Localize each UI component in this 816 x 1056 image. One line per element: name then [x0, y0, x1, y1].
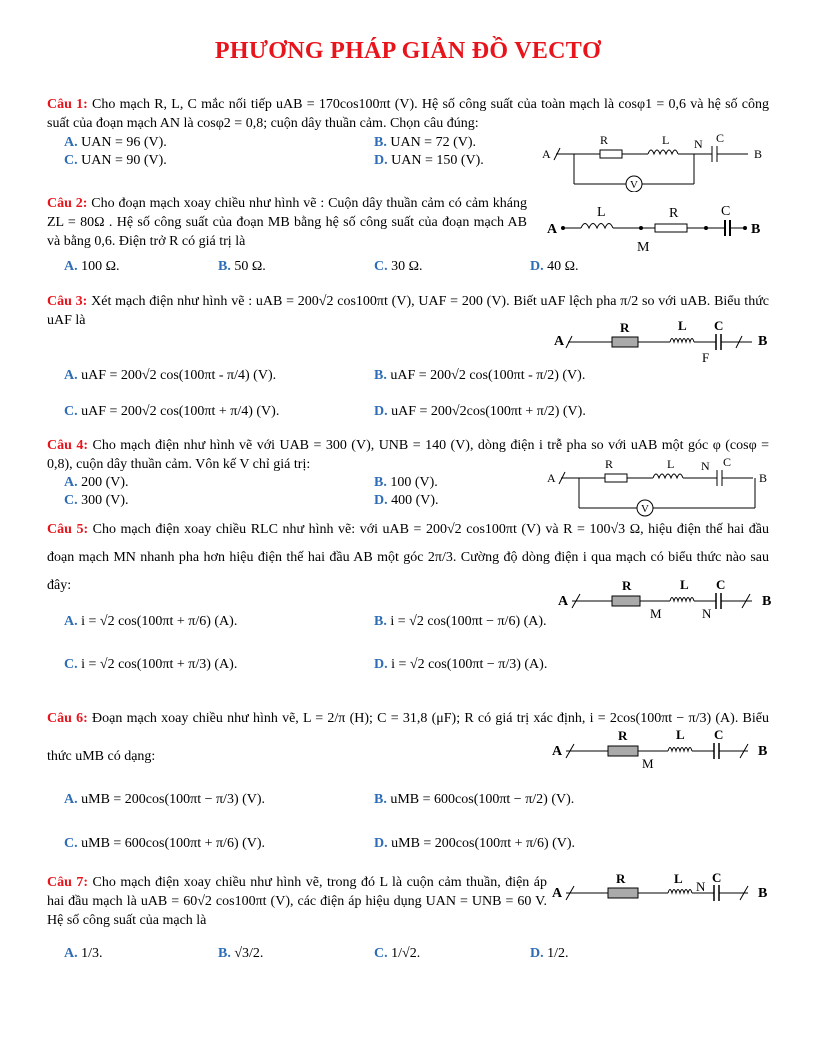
option-letter: D. — [374, 657, 388, 672]
option-text: uAF = 200√2 cos(100πt - π/2) (V). — [386, 368, 586, 383]
capacitor-label: C — [714, 728, 724, 742]
node-label-m: M — [642, 756, 654, 771]
option-text: uMB = 200cos(100πt − π/3) (V). — [77, 792, 266, 807]
question-1-label: Câu 1: — [47, 97, 88, 112]
resistor-label: R — [622, 578, 632, 593]
q1-option-a[interactable] — [64, 133, 167, 152]
option-text: uMB = 200cos(100πt + π/6) (V). — [387, 836, 576, 851]
question-3-text: Xét mạch điện như hình vẽ : uAB = 200√2 cos100πt (V), UAF = 200 (V). Biết uAF lệch pha π/2 so với uAB. Biểu thức uAF là — [47, 294, 769, 328]
question-6-label: Câu 6: — [47, 711, 88, 726]
question-5-label: Câu 5: — [47, 522, 89, 537]
option-letter: D. — [374, 153, 388, 168]
option-letter: D. — [374, 493, 388, 508]
option-letter: B. — [218, 946, 231, 961]
option-text: i = √2 cos(100πt − π/3) (A). — [387, 657, 548, 672]
question-2-label: Câu 2: — [47, 196, 88, 211]
option-text: 40 Ω. — [543, 259, 579, 274]
inductor-icon — [670, 339, 694, 343]
resistor-label: R — [605, 457, 614, 471]
q3-option-c[interactable] — [64, 402, 279, 421]
inductor-label: L — [597, 205, 606, 220]
q1-option-b[interactable] — [374, 133, 476, 152]
option-text: UAN = 90 (V). — [77, 153, 167, 168]
q2-option-a[interactable] — [64, 257, 120, 276]
option-letter: C. — [64, 836, 78, 851]
option-letter: B. — [374, 614, 387, 629]
resistor-icon — [605, 474, 627, 482]
q5-option-c[interactable] — [64, 655, 237, 674]
resistor-icon — [608, 888, 638, 898]
q7-option-a[interactable] — [64, 944, 103, 963]
inductor-icon — [670, 598, 694, 602]
q2-option-d[interactable] — [530, 257, 579, 276]
circuit-diagram-q4 — [545, 456, 775, 520]
option-text: i = √2 cos(100πt + π/3) (A). — [77, 657, 238, 672]
option-text: uAF = 200√2 cos(100πt + π/4) (V). — [77, 404, 280, 419]
node-label-a: A — [552, 744, 563, 759]
node-label-b: B — [762, 594, 772, 609]
node-label-b: B — [758, 886, 768, 901]
option-text: i = √2 cos(100πt − π/6) (A). — [386, 614, 547, 629]
question-7 — [47, 873, 547, 930]
voltmeter-label: V — [630, 179, 638, 191]
option-text: uMB = 600cos(100πt + π/6) (V). — [77, 836, 266, 851]
option-text: UAN = 96 (V). — [77, 135, 167, 150]
capacitor-label: C — [716, 132, 725, 145]
circuit-diagram-q5 — [556, 578, 776, 624]
option-letter: A. — [64, 368, 78, 383]
node-label-n: N — [701, 459, 710, 473]
q4-option-a[interactable] — [64, 473, 129, 492]
inductor-label: L — [667, 457, 675, 471]
voltmeter-label: V — [641, 503, 649, 515]
inductor-label: L — [674, 871, 683, 886]
q1-option-c[interactable] — [64, 151, 167, 170]
node-label-n: N — [702, 606, 712, 621]
circuit-diagram-q3 — [552, 318, 774, 368]
resistor-icon — [612, 596, 640, 606]
resistor-label: R — [600, 133, 609, 147]
node-label-a: A — [542, 147, 551, 161]
option-letter: C. — [374, 946, 388, 961]
q4-option-d[interactable] — [374, 491, 439, 510]
node-label-m: M — [637, 240, 650, 255]
node-label-f: F — [702, 350, 710, 365]
q5-option-b[interactable] — [374, 612, 547, 631]
option-text: i = √2 cos(100πt + π/6) (A). — [77, 614, 238, 629]
q7-option-b[interactable] — [218, 944, 263, 963]
q1-option-d[interactable] — [374, 151, 484, 170]
node-label-b: B — [751, 222, 761, 237]
option-letter: C. — [64, 404, 78, 419]
node-label-n: N — [694, 137, 703, 151]
option-letter: A. — [64, 946, 78, 961]
option-text: √3/2. — [230, 946, 264, 961]
option-text: uAF = 200√2cos(100πt + π/2) (V). — [387, 404, 586, 419]
option-text: 400 (V). — [387, 493, 439, 508]
capacitor-label: C — [712, 870, 722, 885]
node-label-b: B — [758, 744, 768, 759]
inductor-icon — [581, 224, 613, 229]
option-text: 50 Ω. — [230, 259, 266, 274]
option-letter: A. — [64, 259, 78, 274]
resistor-icon — [655, 224, 687, 232]
circuit-diagram-q1 — [540, 132, 770, 192]
node-label-a: A — [558, 594, 569, 609]
circuit-diagram-q7 — [550, 870, 776, 914]
inductor-icon — [648, 150, 678, 154]
capacitor-label: C — [716, 578, 726, 592]
option-letter: B. — [374, 135, 387, 150]
option-letter: B. — [218, 259, 231, 274]
question-4-text: Cho mạch điện như hình vẽ với UAB = 300 (V), UNB = 140 (V), dòng điện i trễ pha so với uAB một góc φ (cosφ = 0,8), cuộn dây thuần cảm. Vôn kế V chỉ giá trị: — [47, 438, 770, 472]
option-letter: A. — [64, 475, 78, 490]
option-letter: A. — [64, 614, 78, 629]
circuit-diagram-q2 — [545, 203, 775, 259]
q2-option-b[interactable] — [218, 257, 266, 276]
node-label-n: N — [696, 879, 706, 894]
question-3-label: Câu 3: — [47, 294, 88, 309]
q5-option-a[interactable] — [64, 612, 237, 631]
option-text: 1/3. — [77, 946, 103, 961]
q4-option-b[interactable] — [374, 473, 438, 492]
option-text: 30 Ω. — [387, 259, 423, 274]
node-label-b: B — [754, 147, 763, 161]
option-letter: A. — [64, 135, 78, 150]
option-letter: C. — [64, 493, 78, 508]
option-letter: C. — [64, 153, 78, 168]
inductor-icon — [653, 474, 683, 478]
option-letter: C. — [374, 259, 388, 274]
q3-option-b[interactable] — [374, 366, 585, 385]
q7-option-c[interactable] — [374, 944, 420, 963]
option-text: 100 Ω. — [77, 259, 120, 274]
option-text: uAF = 200√2 cos(100πt - π/4) (V). — [77, 368, 277, 383]
option-letter: B. — [374, 792, 387, 807]
option-text: 100 (V). — [386, 475, 438, 490]
page-title: PHƯƠNG PHÁP GIẢN ĐỒ VECTƠ — [214, 38, 602, 64]
resistor-label: R — [618, 728, 628, 743]
q6-option-b[interactable] — [374, 790, 574, 809]
question-5-text: Cho mạch điện xoay chiều RLC như hình vẽ: với uAB = 200√2 cos100πt (V) và R = 100√3 Ω, hiệu điện thế hai đầu đoạn mạch MN nhanh pha hơn hiệu điện thế hai đầu AB một góc 2π/3. Cường độ dòng điện i qua mạch có biểu thức nào sau đây: — [47, 522, 769, 593]
inductor-label: L — [662, 133, 670, 147]
q7-option-d[interactable] — [530, 944, 569, 963]
resistor-icon — [612, 337, 638, 347]
resistor-label: R — [669, 206, 679, 221]
node-label-a: A — [554, 334, 565, 349]
capacitor-label: C — [714, 318, 724, 333]
option-text: 1/2. — [543, 946, 569, 961]
node-label-a: A — [547, 222, 558, 237]
inductor-label: L — [678, 318, 687, 333]
inductor-icon — [668, 748, 692, 752]
inductor-label: L — [680, 578, 689, 592]
node-label-m: M — [650, 606, 662, 621]
option-letter: D. — [530, 259, 544, 274]
option-text: uMB = 600cos(100πt − π/2) (V). — [386, 792, 575, 807]
node-label-a: A — [552, 886, 563, 901]
node-label-a: A — [547, 471, 556, 485]
q3-option-a[interactable] — [64, 366, 276, 385]
option-text: 1/√2. — [387, 946, 421, 961]
resistor-icon — [608, 746, 638, 756]
option-text: 300 (V). — [77, 493, 129, 508]
option-letter: D. — [530, 946, 544, 961]
q4-option-c[interactable] — [64, 491, 129, 510]
option-text: UAN = 72 (V). — [386, 135, 477, 150]
capacitor-label: C — [721, 204, 731, 219]
option-text: UAN = 150 (V). — [387, 153, 484, 168]
q3-option-d[interactable] — [374, 402, 586, 421]
node-label-b: B — [759, 471, 768, 485]
resistor-label: R — [620, 320, 630, 335]
question-1-text: Cho mạch R, L, C mắc nối tiếp uAB = 170cos100πt (V). Hệ số công suất của toàn mạch là cosφ1 = 0,6 và hệ số công suất của đoạn mạch AN là cosφ2 = 0,8; cuộn dây thuần cảm. Chọn câu đúng: — [47, 97, 770, 131]
resistor-label: R — [616, 871, 626, 886]
question-7-label: Câu 7: — [47, 875, 89, 890]
q6-option-a[interactable] — [64, 790, 265, 809]
question-2-text: Cho đoạn mạch xoay chiều như hình vẽ : Cuộn dây thuần cảm có cảm kháng ZL = 80Ω . Hệ số công suất của đoạn MB bằng hệ số công suất của đoạn mạch AB và bằng 0,6. Điện trở R có giá trị là — [47, 196, 528, 249]
node-label-b: B — [758, 334, 768, 349]
q2-option-c[interactable] — [374, 257, 423, 276]
option-letter: C. — [64, 657, 78, 672]
option-letter: B. — [374, 368, 387, 383]
q6-option-c[interactable] — [64, 834, 265, 853]
q6-option-d[interactable] — [374, 834, 575, 853]
option-letter: B. — [374, 475, 387, 490]
q5-option-d[interactable] — [374, 655, 547, 674]
inductor-icon — [668, 890, 692, 894]
option-letter: D. — [374, 836, 388, 851]
capacitor-label: C — [723, 456, 732, 469]
option-text: 200 (V). — [77, 475, 129, 490]
question-1 — [47, 95, 769, 133]
circuit-diagram-q6 — [550, 728, 776, 774]
inductor-label: L — [676, 728, 685, 742]
question-4-label: Câu 4: — [47, 438, 89, 453]
question-7-text: Cho mạch điện xoay chiều như hình vẽ, trong đó L là cuộn cảm thuần, điện áp hai đầu mạch là uAB = 60√2 cos100πt (V), các điện áp hiệu dụng UAN = UNB = 60 V. Hệ số công suất của mạch là — [47, 875, 548, 928]
option-letter: D. — [374, 404, 388, 419]
option-letter: A. — [64, 792, 78, 807]
question-6-text: Đoạn mạch xoay chiều như hình vẽ, L = 2/π (H); C = 31,8 (μF); R có giá trị xác định, i = 2cos(100πt − π/3) (A). Biểu thức uMB có dạng: — [47, 711, 770, 764]
question-2 — [47, 194, 527, 251]
